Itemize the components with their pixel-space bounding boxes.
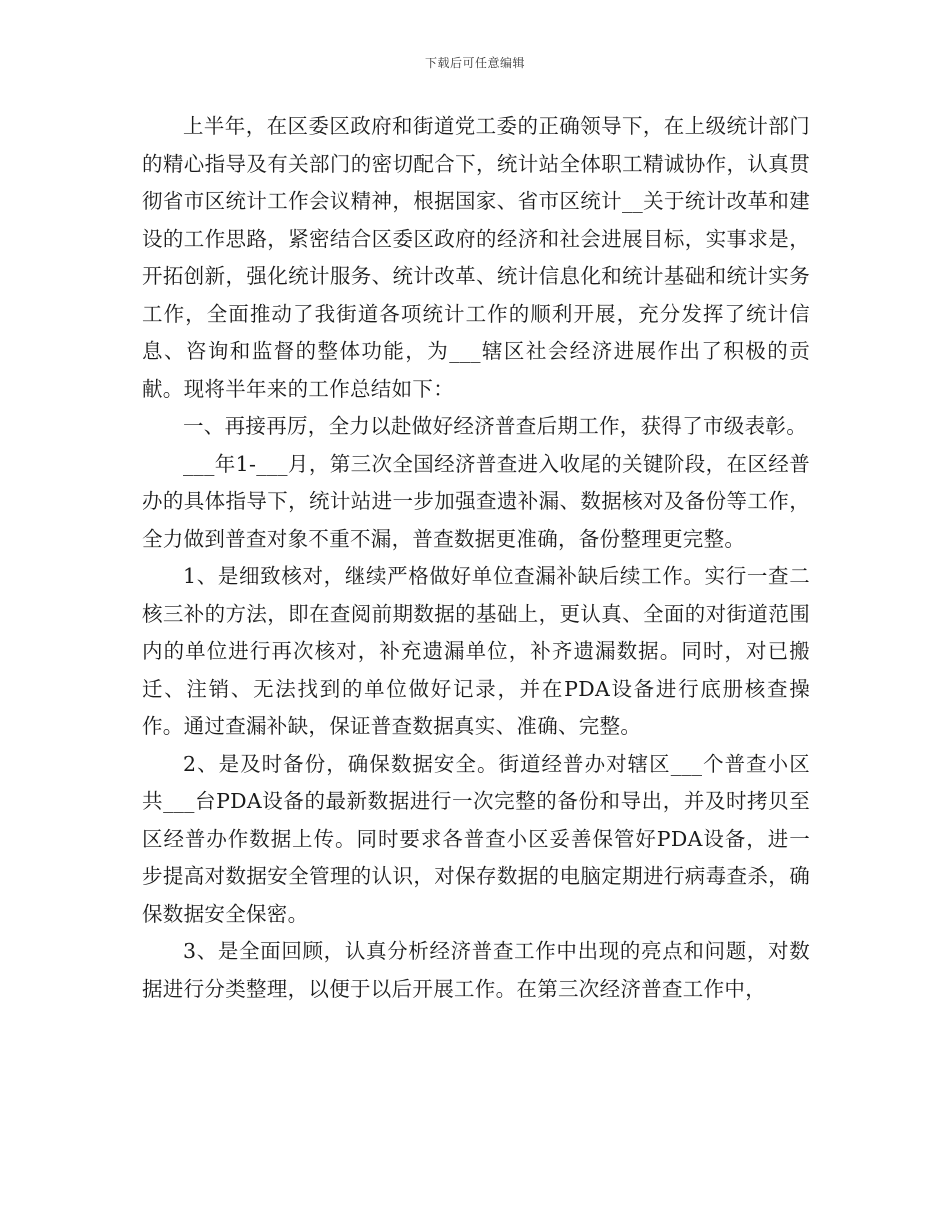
paragraph-intro: 上半年，在区委区政府和街道党工委的正确领导下，在上级统计部门的精心指导及有关部门的密切配合下，统计站全体职工精诚协作，认真贯彻省市区统计工作会议精神，根据国家、省市区统计__关于统计改革和建设的工作思路，紧密结合区委区政府的经济和社会进展目标，实事求是，开拓创新，强化统计服务、统计改革、统计信息化和统计基础和统计实务工作，全面推动了我街道各项统计工作的顺利开展，充分发挥了统计信息、咨询和监督的整体功能，为___辖区社会经济进展作出了积极的贡献。现将半年来的工作总结如下：	[142, 114, 810, 401]
page-header-note: 下载后可任意编辑	[424, 56, 525, 70]
paragraph-section-heading: 一、再接再厉，全力以赴做好经济普查后期工作，获得了市级表彰。	[183, 414, 807, 438]
paragraph-census-overview: ___年1-___月，第三次全国经济普查进入收尾的关键阶段，在区经普办的具体指导下，统计站进一步加强查遗补漏、数据核对及备份等工作，全力做到普查对象不重不漏，普查数据更准确，备份整理更完整。	[142, 451, 810, 551]
document-body	[142, 108, 810, 1008]
paragraph-item-3: 3、是全面回顾，认真分析经济普查工作中出现的亮点和问题，对数据进行分类整理，以便于以后开展工作。在第三次经济普查工作中，	[142, 939, 810, 1001]
paragraph-item-2: 2、是及时备份，确保数据安全。街道经普办对辖区___个普查小区共___台PDA设备的最新数据进行一次完整的备份和导出，并及时拷贝至区经普办作数据上传。同时要求各普查小区妥善保管好PDA设备，进一步提高对数据安全管理的认识，对保存数据的电脑定期进行病毒查杀，确保数据安全保密。	[142, 751, 810, 926]
paragraph-item-1: 1、是细致核对，继续严格做好单位查漏补缺后续工作。实行一查二核三补的方法，即在查阅前期数据的基础上，更认真、全面的对街道范围内的单位进行再次核对，补充遗漏单位，补齐遗漏数据。同时，对已搬迁、注销、无法找到的单位做好记录，并在PDA设备进行底册核查操作。通过查漏补缺，保证普查数据真实、准确、完整。	[142, 564, 810, 738]
